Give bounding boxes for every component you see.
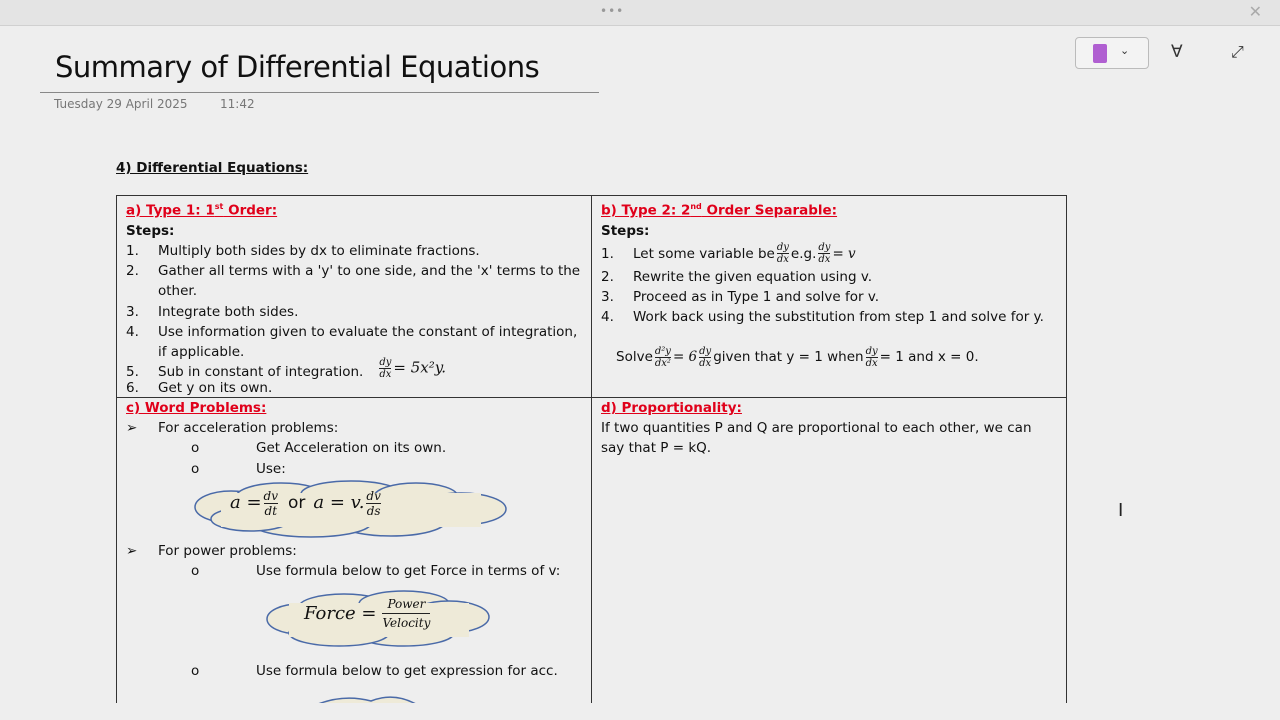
title-divider: [40, 92, 599, 93]
list-item: [126, 418, 582, 438]
fraction-numerator: dv: [366, 488, 381, 503]
step-number: 2.: [126, 263, 139, 280]
cell-heading: [126, 197, 582, 221]
equation-rhs: = v: [832, 245, 856, 262]
fraction-denominator: dt: [264, 503, 278, 518]
cell-proportionality[interactable]: [591, 397, 1067, 703]
example-problem: [601, 346, 1057, 369]
notebook-icon: [1093, 44, 1107, 63]
heading-text-end: Order:: [223, 202, 278, 219]
list-item: [126, 241, 582, 261]
cloud-shape-partial: [301, 689, 451, 703]
section-heading: 4) Differential Equations:: [116, 160, 309, 176]
fraction-denominator: dx: [818, 254, 831, 266]
pen-icon[interactable]: ∀: [1171, 42, 1183, 62]
given-text: given that y = 1 when: [713, 348, 864, 365]
cell-heading: [601, 197, 1057, 221]
step-number: 1.: [601, 245, 614, 262]
fraction-denominator: Velocity: [382, 616, 431, 631]
step-number: 3.: [126, 303, 139, 320]
step-text: Proceed as in Type 1 and solve for v.: [633, 289, 880, 306]
fraction-denominator: dx: [776, 254, 789, 266]
list-item: [126, 459, 582, 479]
bullet-text: Use formula below to get expression for acc.: [256, 663, 558, 680]
circle-bullet-icon: o: [191, 460, 200, 477]
step-text: Work back using the substitution from step 1 and solve for y.: [633, 309, 1044, 326]
notebook-selector-button[interactable]: [1075, 37, 1149, 69]
step-number: 4.: [601, 309, 614, 326]
circle-bullet-icon: o: [191, 563, 200, 580]
cell-word-problems[interactable]: [116, 397, 592, 703]
circle-bullet-icon: o: [191, 440, 200, 457]
solve-text: Solve: [616, 348, 653, 365]
list-item: [601, 287, 1057, 307]
fraction-denominator: dx: [865, 357, 878, 369]
example-equation: [377, 357, 446, 380]
cell-heading: d) Proportionality:: [601, 400, 742, 416]
eg-text: e.g.: [790, 245, 817, 262]
text-cursor-icon: I: [1118, 500, 1124, 521]
equation-rhs: = 5x²y.: [393, 358, 446, 377]
arrow-bullet-icon: ➢: [126, 420, 138, 437]
page-title[interactable]: Summary of Differential Equations: [55, 50, 540, 84]
step-text: Integrate both sides.: [158, 303, 299, 320]
fraction-numerator: dy: [865, 345, 878, 357]
list-item: [126, 541, 582, 561]
step-text: Rewrite the given equation using v.: [633, 268, 873, 285]
summary-table: [116, 195, 1067, 703]
fraction-numerator: dy: [699, 345, 712, 357]
chevron-down-icon: ⌄: [1120, 44, 1130, 57]
fraction-numerator: Power: [382, 595, 430, 614]
fraction-denominator: dx: [699, 357, 712, 369]
list-item: [126, 261, 582, 301]
fraction-denominator: dx: [379, 368, 392, 380]
step-number: 6.: [126, 380, 139, 397]
fraction-numerator: dv: [263, 488, 279, 503]
cell-heading: c) Word Problems:: [126, 400, 267, 416]
page-time: 11:42: [220, 97, 255, 111]
list-item: [126, 322, 582, 362]
step-number: 1.: [126, 242, 139, 259]
window-titlebar: [0, 0, 1280, 26]
cell-type1[interactable]: [116, 196, 592, 398]
equation-lhs: a =: [230, 492, 262, 514]
heading-sup: st: [214, 202, 224, 211]
or-text: or: [288, 493, 306, 514]
fraction-denominator: dx²: [654, 357, 671, 369]
list-item: [126, 561, 582, 581]
equation-lhs: Force =: [304, 602, 377, 624]
equation-mid: = 6: [672, 348, 698, 365]
step-text: Gather all terms with a 'y' to one side, and the 'x' terms to the other.: [158, 263, 581, 300]
heading-text: a) Type 1: 1: [126, 202, 215, 219]
heading-sup: nd: [690, 202, 702, 211]
given-end: = 1 and x = 0.: [879, 348, 979, 365]
list-item: [126, 661, 582, 681]
fraction-numerator: dy: [379, 356, 392, 368]
acceleration-formula-cloud: [126, 479, 582, 541]
bullet-text: Get Acceleration on its own.: [256, 440, 447, 457]
page-date: Tuesday 29 April 2025: [54, 97, 188, 111]
fraction-numerator: d²y: [654, 345, 671, 357]
steps-label: Steps:: [126, 222, 175, 239]
cell-type2[interactable]: [591, 196, 1067, 398]
force-formula-cloud: [126, 581, 582, 661]
step-number: 4.: [126, 323, 139, 340]
step-text: Let some variable be: [633, 245, 775, 262]
expand-icon[interactable]: ⤢: [1231, 42, 1244, 61]
arrow-bullet-icon: ➢: [126, 542, 138, 559]
step-number: 3.: [601, 289, 614, 306]
list-item: [126, 302, 582, 322]
equation-mid: a = v.: [313, 492, 365, 514]
bullet-text: Use formula below to get Force in terms of v:: [256, 563, 561, 580]
list-item: [601, 307, 1057, 327]
proportionality-text: If two quantities P and Q are proportional to each other, we can say that P = kQ.: [601, 420, 1032, 457]
step-number: 5.: [126, 364, 139, 381]
close-icon[interactable]: ✕: [1248, 2, 1262, 21]
bullet-text: For power problems:: [158, 542, 297, 559]
fraction-numerator: dy: [776, 242, 789, 254]
step-number: 2.: [601, 268, 614, 285]
list-item: [601, 241, 1057, 267]
step-text: Get y on its own.: [158, 380, 273, 397]
step-text: Multiply both sides by dx to eliminate fractions.: [158, 242, 480, 259]
step-text: Sub in constant of integration.: [158, 364, 364, 381]
steps-label: Steps:: [601, 222, 650, 239]
heading-text: b) Type 2: 2: [601, 202, 691, 219]
fraction-denominator: ds: [366, 503, 381, 518]
bullet-text: Use:: [256, 460, 286, 477]
drag-handle[interactable]: •••: [600, 4, 625, 18]
fraction-numerator: dy: [818, 242, 831, 254]
bullet-text: For acceleration problems:: [158, 420, 339, 437]
list-item: [601, 267, 1057, 287]
list-item: [126, 438, 582, 458]
step-text: Use information given to evaluate the constant of integration, if applicable.: [158, 323, 578, 360]
heading-text-end: Order Separable:: [701, 202, 838, 219]
circle-bullet-icon: o: [191, 663, 200, 680]
